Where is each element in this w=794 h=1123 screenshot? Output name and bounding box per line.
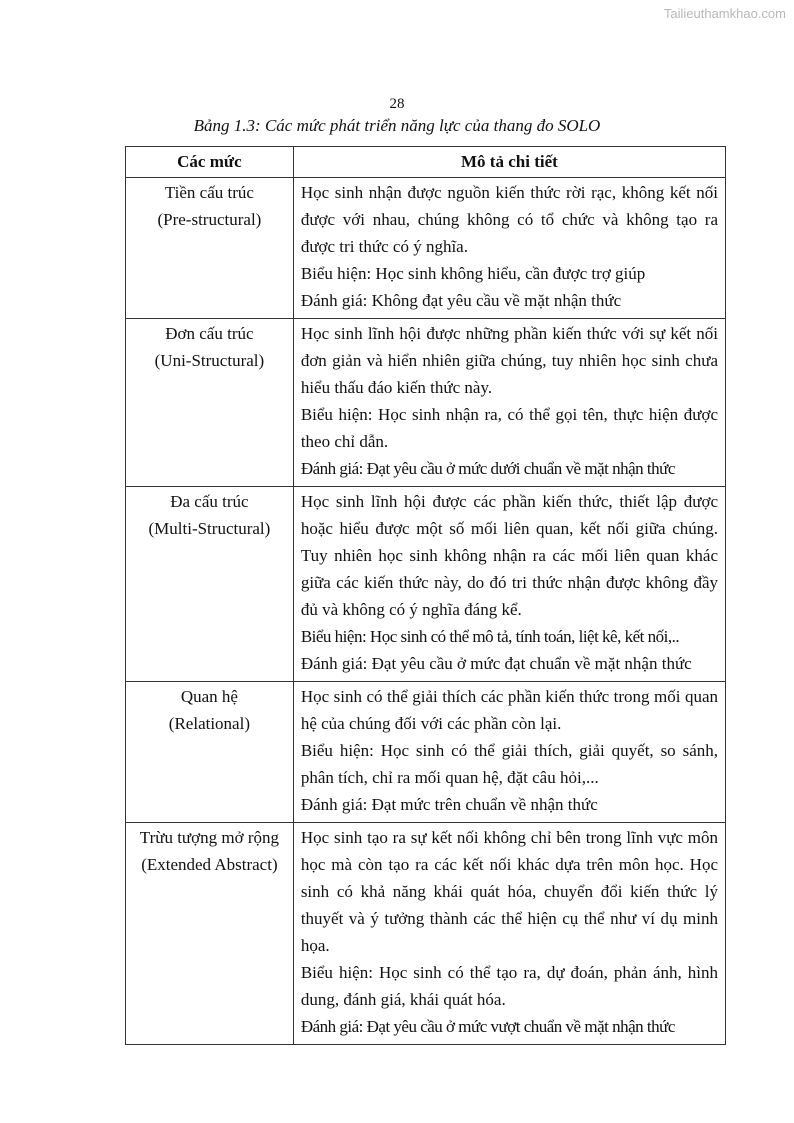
level-cell bbox=[126, 682, 294, 823]
level-name: Đa cấu trúc bbox=[170, 492, 249, 511]
description-text: Học sinh lĩnh hội được những phần kiến thức với sự kết nối đơn giản và hiển nhiên giữa chúng, tuy nhiên học sinh chưa hiểu thấu đáo kiến thức này. bbox=[300, 324, 718, 397]
table-row bbox=[126, 682, 726, 823]
table-row bbox=[126, 319, 726, 487]
header-levels: Các mức bbox=[126, 147, 294, 178]
description-cell bbox=[293, 178, 725, 319]
manifestation-text: Biểu hiện: Học sinh có thể giải thích, giải quyết, so sánh, phân tích, chỉ ra mối quan hệ, đặt câu hỏi,... bbox=[300, 741, 718, 787]
level-name: Tiền cấu trúc bbox=[164, 183, 254, 202]
level-cell bbox=[126, 319, 294, 487]
manifestation-text: Biểu hiện: Học sinh không hiểu, cần được trợ giúp bbox=[300, 264, 646, 283]
table-row bbox=[126, 823, 726, 1045]
description-cell bbox=[293, 319, 725, 487]
description-text: Học sinh nhận được nguồn kiến thức rời rạc, không kết nối được với nhau, chúng không có tổ chức và không tạo ra được tri thức có ý nghĩa. bbox=[300, 183, 718, 256]
description-cell bbox=[293, 682, 725, 823]
description-cell bbox=[293, 823, 725, 1045]
level-english: (Pre-structural) bbox=[157, 210, 262, 229]
manifestation-text: Biểu hiện: Học sinh có thể tạo ra, dự đoán, phản ánh, hình dung, đánh giá, khái quát hóa. bbox=[300, 963, 718, 1009]
table-row bbox=[126, 178, 726, 319]
assessment-text: Đánh giá: Đạt yêu cầu ở mức dưới chuẩn về mặt nhận thức bbox=[300, 459, 675, 478]
level-english: (Relational) bbox=[168, 714, 250, 733]
level-english: (Multi-Structural) bbox=[148, 519, 271, 538]
table-caption: Bảng 1.3: Các mức phát triển năng lực của thang đo SOLO bbox=[193, 116, 601, 135]
manifestation-text: Biểu hiện: Học sinh có thể mô tả, tính toán, liệt kê, kết nối,.. bbox=[300, 627, 680, 646]
description-cell bbox=[293, 487, 725, 682]
table-header-row bbox=[126, 147, 726, 178]
assessment-text: Đánh giá: Đạt yêu cầu ở mức đạt chuẩn về mặt nhận thức bbox=[300, 654, 692, 673]
description-text: Học sinh có thể giải thích các phần kiến thức trong mối quan hệ của chúng đối với các phần còn lại. bbox=[300, 687, 718, 733]
level-cell bbox=[126, 487, 294, 682]
level-cell bbox=[126, 823, 294, 1045]
level-english: (Uni-Structural) bbox=[154, 351, 265, 370]
assessment-text: Đánh giá: Không đạt yêu cầu về mặt nhận thức bbox=[300, 291, 622, 310]
solo-levels-table bbox=[125, 146, 726, 1045]
assessment-text: Đánh giá: Đạt mức trên chuẩn về nhận thức bbox=[300, 795, 598, 814]
level-name: Quan hệ bbox=[180, 687, 238, 706]
level-english: (Extended Abstract) bbox=[141, 855, 278, 874]
description-text: Học sinh lĩnh hội được các phần kiến thức, thiết lập được hoặc hiểu được một số mối liên quan, kết nối giữa chúng. Tuy nhiên học sinh không nhận ra các mối liên quan khác giữa các kiến thức này, do đó tri thức nhận được không đầy đủ và không có ý nghĩa đáng kể. bbox=[300, 492, 718, 619]
page-number: 28 bbox=[389, 96, 405, 112]
description-text: Học sinh tạo ra sự kết nối không chỉ bên trong lĩnh vực môn học mà còn tạo ra các kết nối khác dựa trên môn học. Học sinh có khả năng khái quát hóa, chuyển đổi kiến thức lý thuyết và ý tưởng thành các thể hiện cụ thể như ví dụ minh họa. bbox=[300, 828, 718, 955]
table-row bbox=[126, 487, 726, 682]
level-name: Trừu tượng mở rộng bbox=[139, 828, 280, 847]
level-name: Đơn cấu trúc bbox=[165, 324, 254, 343]
manifestation-text: Biểu hiện: Học sinh nhận ra, có thể gọi tên, thực hiện được theo chỉ dẫn. bbox=[300, 405, 718, 451]
watermark: Tailieuthamkhao.com bbox=[663, 6, 786, 21]
level-cell bbox=[126, 178, 294, 319]
assessment-text: Đánh giá: Đạt yêu cầu ở mức vượt chuẩn về mặt nhận thức bbox=[300, 1017, 675, 1036]
header-description: Mô tả chi tiết bbox=[293, 147, 725, 178]
